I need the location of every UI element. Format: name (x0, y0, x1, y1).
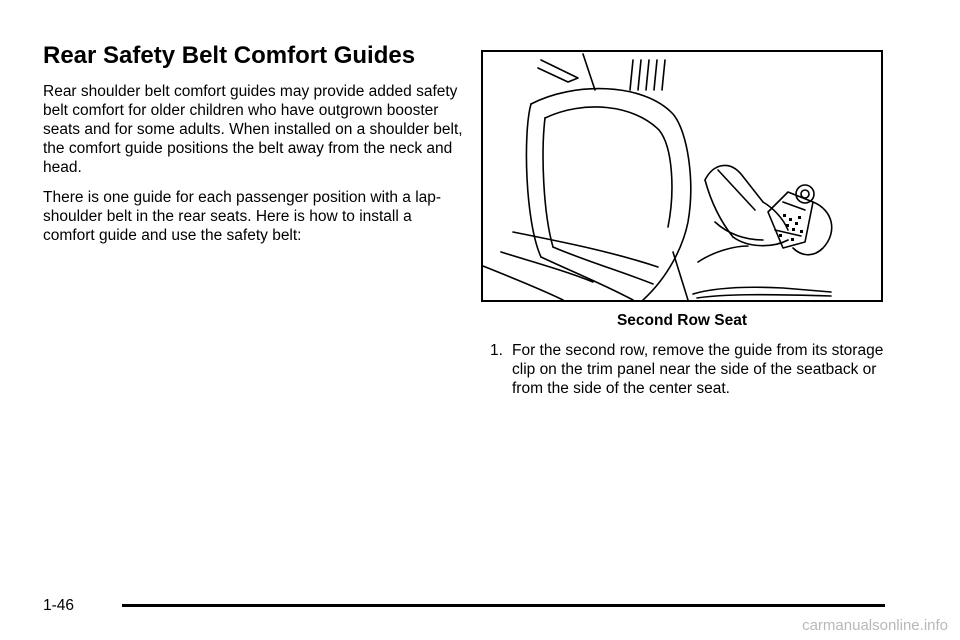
page-number: 1-46 (43, 597, 75, 614)
intro-paragraph: Rear shoulder belt comfort guides may provide added safety belt comfort for older children who have outgrown booster seats and for some adults. When installed on a shoulder belt, the comfort guide positions the belt away from the neck and head. (43, 83, 463, 176)
footer-rule (122, 604, 885, 607)
seat-illustration (481, 50, 883, 302)
list-item (490, 341, 890, 398)
figure-caption: Second Row Seat (616, 312, 748, 329)
step-text: For the second row, remove the guide from its storage clip on the trim panel near the side of the seatback or from the side of the center seat. (512, 342, 884, 397)
step-number: 1. (490, 342, 503, 359)
install-steps (490, 341, 890, 398)
page-title: Rear Safety Belt Comfort Guides (43, 42, 416, 69)
install-intro-paragraph: There is one guide for each passenger position with a lap-shoulder belt in the rear seats. Here is how to install a comfort guide and use the safety belt: (43, 189, 442, 244)
intro-text (43, 82, 463, 256)
watermark: carmanualsonline.info (802, 617, 948, 634)
seat-belt-guide-drawing (483, 52, 881, 300)
